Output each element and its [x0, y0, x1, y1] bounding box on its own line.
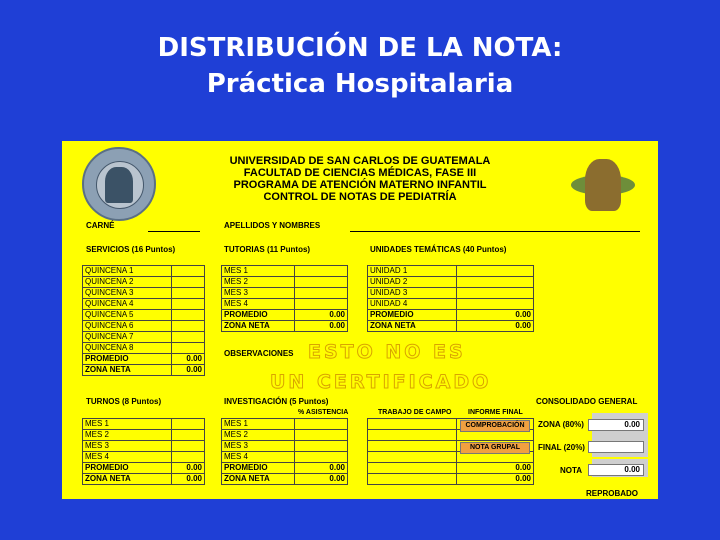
consolidado-title: CONSOLIDADO GENERAL [536, 397, 638, 406]
turnos-table [82, 418, 205, 485]
servicios-zona-value: 0.00 [172, 365, 205, 376]
unidades-promedio-label: PROMEDIO [368, 310, 457, 321]
investigacion-row-label: MES 3 [222, 441, 295, 452]
unidades-row-label: UNIDAD 4 [368, 299, 457, 310]
tutorias-zona-value: 0.00 [295, 321, 348, 332]
sheet-header [62, 155, 658, 203]
servicios-row-label: QUINCENA 6 [83, 321, 172, 332]
servicios-row-label: QUINCENA 7 [83, 332, 172, 343]
informe-final-label: INFORME FINAL [468, 409, 523, 416]
watermark-line-1: ESTO NO ES [308, 341, 466, 363]
investigacion-promedio-value: 0.00 [295, 463, 348, 474]
turnos-row-label: MES 2 [83, 430, 172, 441]
header-line-3: PROGRAMA DE ATENCIÓN MATERNO INFANTIL [233, 179, 487, 191]
tutorias-promedio-label: PROMEDIO [222, 310, 295, 321]
unidades-row-label: UNIDAD 3 [368, 288, 457, 299]
turnos-zona-value: 0.00 [172, 474, 205, 485]
tutorias-table [221, 265, 348, 332]
nota-label: NOTA [560, 466, 583, 475]
grade-sheet [62, 141, 658, 499]
servicios-row-label: QUINCENA 8 [83, 343, 172, 354]
turnos-row-label: MES 1 [83, 419, 172, 430]
tutorias-row-label: MES 2 [222, 277, 295, 288]
asistencia-label: % ASISTENCIA [298, 409, 349, 416]
apellidos-label: APELLIDOS Y NOMBRES [224, 221, 321, 230]
nota-grupal-tag: NOTA GRUPAL [460, 442, 530, 454]
turnos-promedio-label: PROMEDIO [83, 463, 172, 474]
turnos-zona-label: ZONA NETA [83, 474, 172, 485]
servicios-row-label: QUINCENA 3 [83, 288, 172, 299]
status-reprobado: REPROBADO [586, 489, 639, 498]
servicios-zona-label: ZONA NETA [83, 365, 172, 376]
comprobacion-tag: COMPROBACIÓN [460, 420, 530, 432]
servicios-row-label: QUINCENA 1 [83, 266, 172, 277]
title-line-1: DISTRIBUCIÓN DE LA NOTA: [157, 33, 563, 63]
watermark-line-2: UN CERTIFICADO [270, 371, 492, 393]
observaciones-label: OBSERVACIONES [224, 349, 294, 358]
apellidos-field [350, 231, 640, 232]
tutorias-row-label: MES 1 [222, 266, 295, 277]
servicios-promedio-label: PROMEDIO [83, 354, 172, 365]
investigacion-zona-value: 0.00 [295, 474, 348, 485]
turnos-promedio-value: 0.00 [172, 463, 205, 474]
unidades-zona-value: 0.00 [457, 321, 534, 332]
turnos-row-label: MES 4 [83, 452, 172, 463]
trabajo-campo-label: TRABAJO DE CAMPO [378, 409, 452, 416]
investigacion-row-label: MES 1 [222, 419, 295, 430]
tutorias-zona-label: ZONA NETA [222, 321, 295, 332]
investigacion-promedio-label: PROMEDIO [222, 463, 295, 474]
unidades-promedio-value: 0.00 [457, 310, 534, 321]
servicios-row-label: QUINCENA 4 [83, 299, 172, 310]
carne-label: CARNÉ [86, 221, 115, 230]
servicios-promedio-value: 0.00 [172, 354, 205, 365]
servicios-table [82, 265, 205, 376]
final-20-label: FINAL (20%) [538, 443, 585, 452]
header-line-1: UNIVERSIDAD DE SAN CARLOS DE GUATEMALA [229, 155, 491, 167]
servicios-row-label: QUINCENA 2 [83, 277, 172, 288]
investigacion-zona-label: ZONA NETA [222, 474, 295, 485]
slide-title [0, 30, 720, 102]
servicios-row-label: QUINCENA 5 [83, 310, 172, 321]
zona-80-label: ZONA (80%) [538, 420, 584, 429]
investigacion-table [221, 418, 348, 485]
servicios-title: SERVICIOS (16 Puntos) [86, 245, 176, 254]
header-line-2: FACULTAD DE CIENCIAS MÉDICAS, FASE III [243, 167, 477, 179]
title-line-2: Práctica Hospitalaria [206, 69, 514, 99]
unidades-row-label: UNIDAD 1 [368, 266, 457, 277]
trabajo-zona-value: 0.00 [457, 474, 534, 485]
investigacion-row-label: MES 2 [222, 430, 295, 441]
nota-value: 0.00 [588, 464, 644, 476]
unidades-zona-label: ZONA NETA [368, 321, 457, 332]
zona-80-value: 0.00 [588, 419, 644, 431]
investigacion-title: INVESTIGACIÓN (5 Puntos) [224, 397, 329, 406]
carne-field [148, 231, 200, 232]
trabajo-promedio-value: 0.00 [457, 463, 534, 474]
unidades-row-label: UNIDAD 2 [368, 277, 457, 288]
investigacion-row-label: MES 4 [222, 452, 295, 463]
final-20-value [588, 441, 644, 453]
header-line-4: CONTROL DE NOTAS DE PEDIATRÍA [263, 191, 457, 203]
turnos-row-label: MES 3 [83, 441, 172, 452]
unidades-title: UNIDADES TEMÁTICAS (40 Puntos) [370, 245, 507, 254]
unidades-table [367, 265, 534, 332]
tutorias-row-label: MES 3 [222, 288, 295, 299]
tutorias-row-label: MES 4 [222, 299, 295, 310]
tutorias-title: TUTORIAS (11 Puntos) [224, 245, 311, 254]
tutorias-promedio-value: 0.00 [295, 310, 348, 321]
turnos-title: TURNOS (8 Puntos) [86, 397, 162, 406]
